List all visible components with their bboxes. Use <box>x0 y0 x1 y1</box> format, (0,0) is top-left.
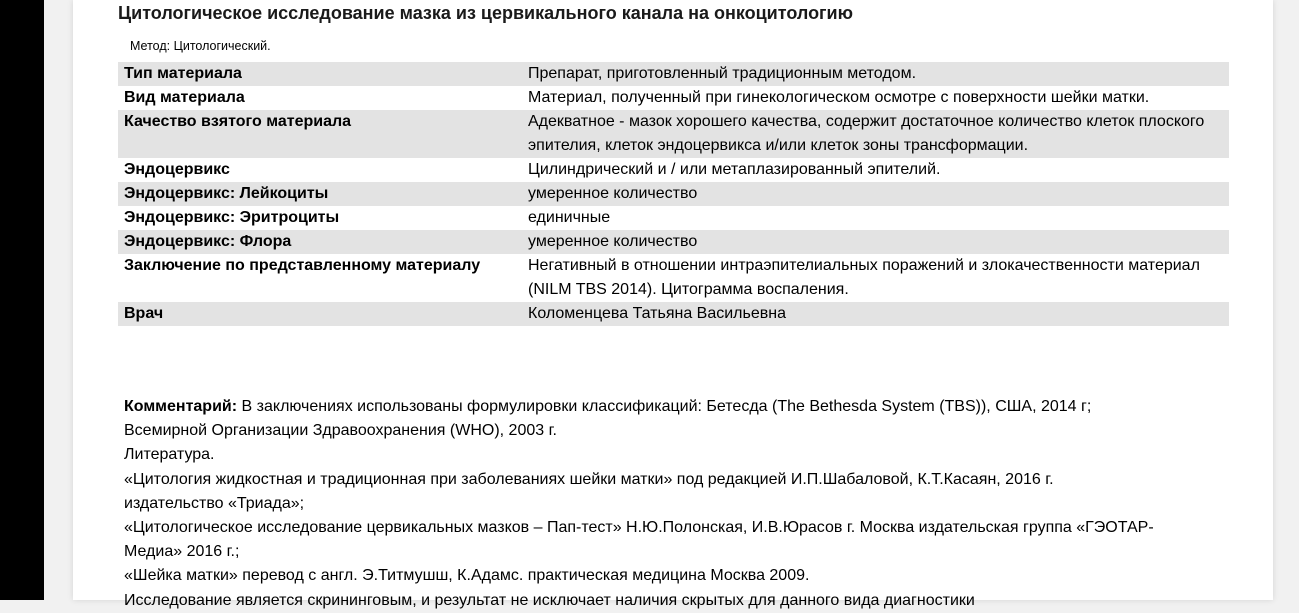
row-label: Эндоцервикс: Эритроциты <box>124 209 340 226</box>
document-page <box>73 0 1273 609</box>
row-label: Врач <box>118 302 516 326</box>
table-row <box>118 302 1229 326</box>
method-text: Метод: Цитологический. <box>130 39 271 53</box>
table-row <box>118 254 1229 302</box>
comment-text: В заключениях использованы формулировки классификаций: Бетесда (The Bethesda System (TBS)), США, 2014 г; Всемирной Организации Здравоохранения (WHO), 2003 г. <box>124 398 1092 440</box>
row-value: Цилиндрический и / или метаплазированный эпителий. <box>528 161 941 178</box>
row-value: умеренное количество <box>516 230 1229 254</box>
results-table <box>118 62 1229 326</box>
table-row <box>118 86 1229 110</box>
disclaimer-text: Исследование является скрининговым, и результат не исключает наличия скрытых для данного вида диагностики <box>124 591 975 609</box>
row-label: Тип материала <box>118 62 516 86</box>
row-label: Вид материала <box>124 89 245 106</box>
row-value: Коломенцева Татьяна Васильевна <box>516 302 1229 326</box>
row-value: Негативный в отношении интраэпителиальных поражений и злокачественности материал (NILM TBS 2014). Цитограмма воспаления. <box>528 257 1200 298</box>
row-value: умеренное количество <box>516 182 1229 206</box>
table-row <box>118 182 1229 206</box>
comment-section <box>124 395 1154 613</box>
comment-label: Комментарий: <box>124 398 238 415</box>
table-row <box>118 230 1229 254</box>
row-value: Препарат, приготовленный традиционным методом. <box>516 62 1229 86</box>
table-row <box>118 62 1229 86</box>
row-value: единичные <box>528 209 611 226</box>
row-label: Качество взятого материала <box>118 110 516 158</box>
reference-item: «Шейка матки» перевод с англ. Э.Титмушш, К.Адамс. практическая медицина Москва 2009. <box>124 567 810 585</box>
viewer-side-panel <box>0 0 44 600</box>
page-title: Цитологическое исследование мазка из цервикального канала на онкоцитологию <box>118 3 853 23</box>
table-row <box>118 206 1229 230</box>
comment-paragraph <box>124 395 1154 443</box>
row-value: Адекватное - мазок хорошего качества, содержит достаточное количество клеток плоского эпителия, клеток эндоцервикса и/или клеток зоны трансформации. <box>516 110 1229 158</box>
row-label: Заключение по представленному материалу <box>124 257 481 274</box>
row-value: Материал, полученный при гинекологическом осмотре с поверхности шейки матки. <box>528 89 1150 106</box>
row-label: Эндоцервикс: Лейкоциты <box>118 182 516 206</box>
table-row <box>118 110 1229 158</box>
row-label: Эндоцервикс: Флора <box>118 230 516 254</box>
row-label: Эндоцервикс <box>124 161 230 178</box>
table-row <box>118 158 1229 182</box>
reference-item: «Цитологическое исследование цервикальных мазков – Пап-тест» Н.Ю.Полонская, И.В.Юрасов г. Москва издательская группа «ГЭОТАР-Медиа» 2016 г.; <box>124 519 1154 561</box>
literature-heading: Литература. <box>124 446 215 464</box>
reference-item: «Цитология жидкостная и традиционная при заболеваниях шейки матки» под редакцией И.П.Шабаловой, К.Т.Касаян, 2016 г. издательство «Триада»; <box>124 470 1054 512</box>
